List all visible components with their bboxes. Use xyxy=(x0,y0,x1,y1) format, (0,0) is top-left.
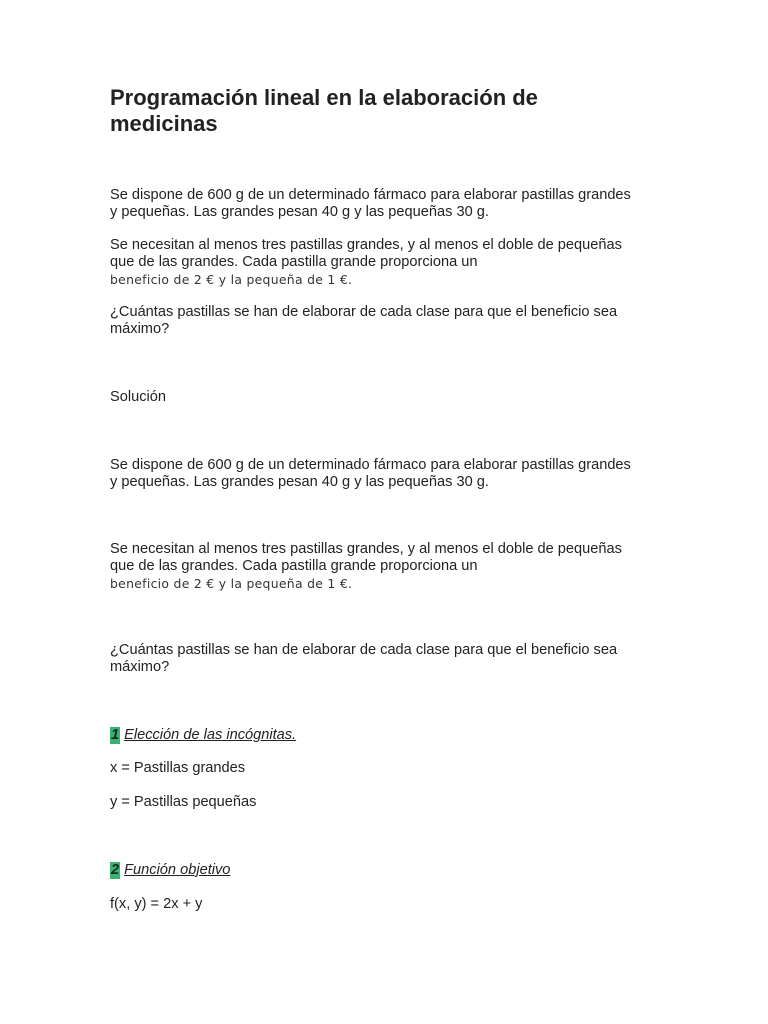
solution-paragraph-2-benefit: beneficio de 2 € y la pequeña de 1 €. xyxy=(110,576,353,591)
intro-paragraph-2-benefit: beneficio de 2 € y la pequeña de 1 €. xyxy=(110,272,353,287)
step-1-badge: 1 xyxy=(111,727,120,743)
solution-paragraph-2-text: Se necesitan al menos tres pastillas grandes, y al menos el doble de pequeñas que de las grandes. Cada pastilla grande proporciona un xyxy=(110,541,622,574)
solution-question: ¿Cuántas pastillas se han de elaborar de cada clase para que el beneficio sea máximo? xyxy=(110,642,618,675)
solution-paragraph-1: Se dispone de 600 g de un determinado fármaco para elaborar pastillas grandes y pequeñas. Las grandes pesan 40 g y las pequeñas 30 g. xyxy=(110,457,631,490)
step-2-heading xyxy=(110,862,230,879)
solution-paragraph-2 xyxy=(110,541,640,593)
intro-paragraph-2 xyxy=(110,237,640,289)
step-1-heading xyxy=(110,727,296,744)
intro-paragraph-1: Se dispone de 600 g de un determinado fármaco para elaborar pastillas grandes y pequeñas. Las grandes pesan 40 g y las pequeñas 30 g. xyxy=(110,187,631,220)
intro-paragraph-2-text: Se necesitan al menos tres pastillas grandes, y al menos el doble de pequeñas que de las grandes. Cada pastilla grande proporciona un xyxy=(110,237,622,270)
solution-heading: Solución xyxy=(110,389,166,405)
step-2-badge: 2 xyxy=(111,862,120,878)
step-1-line-x: x = Pastillas grandes xyxy=(110,760,246,776)
step-1-line-y: y = Pastillas pequeñas xyxy=(110,794,257,810)
step-2-label: Función objetivo xyxy=(124,862,231,878)
page-title: Programación lineal en la elaboración de medicinas xyxy=(110,85,538,136)
intro-question: ¿Cuántas pastillas se han de elaborar de cada clase para que el beneficio sea máximo? xyxy=(110,304,618,337)
step-1-label: Elección de las incógnitas. xyxy=(124,727,297,743)
step-2-objective-function: f(x, y) = 2x + y xyxy=(110,896,203,912)
